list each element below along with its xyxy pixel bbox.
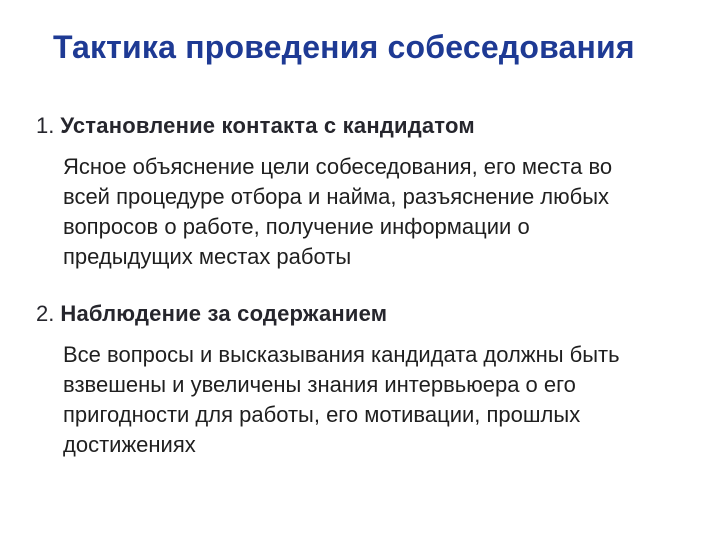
item-2-number: 2. [36, 301, 55, 326]
item-1-number: 1. [36, 113, 55, 138]
item-1-heading-text: Установление контакта с кандидатом [60, 113, 475, 138]
body-line: предыдущих местах работы [63, 244, 352, 269]
list-item-2 [36, 299, 620, 460]
body-line: вопросов о работе, получение информации о [63, 214, 530, 239]
item-1-body [63, 152, 612, 272]
body-line: пригодности для работы, его мотивации, прошлых [63, 402, 581, 427]
body-line: взвешены и увеличены знания интервьюера о его [63, 372, 576, 397]
item-2-heading [36, 299, 620, 329]
item-2-body [63, 340, 620, 460]
slide-title: Тактика проведения собеседования [53, 29, 635, 65]
body-line: всей процедуре отбора и найма, разъяснение любых [63, 184, 610, 209]
item-2-heading-text: Наблюдение за содержанием [60, 301, 388, 326]
item-1-heading [36, 111, 612, 141]
body-line: Все вопросы и высказывания кандидата должны быть [63, 342, 620, 367]
body-line: достижениях [63, 432, 196, 457]
body-line: Ясное объяснение цели собеседования, его места во [63, 154, 613, 179]
list-item-1 [36, 111, 612, 272]
